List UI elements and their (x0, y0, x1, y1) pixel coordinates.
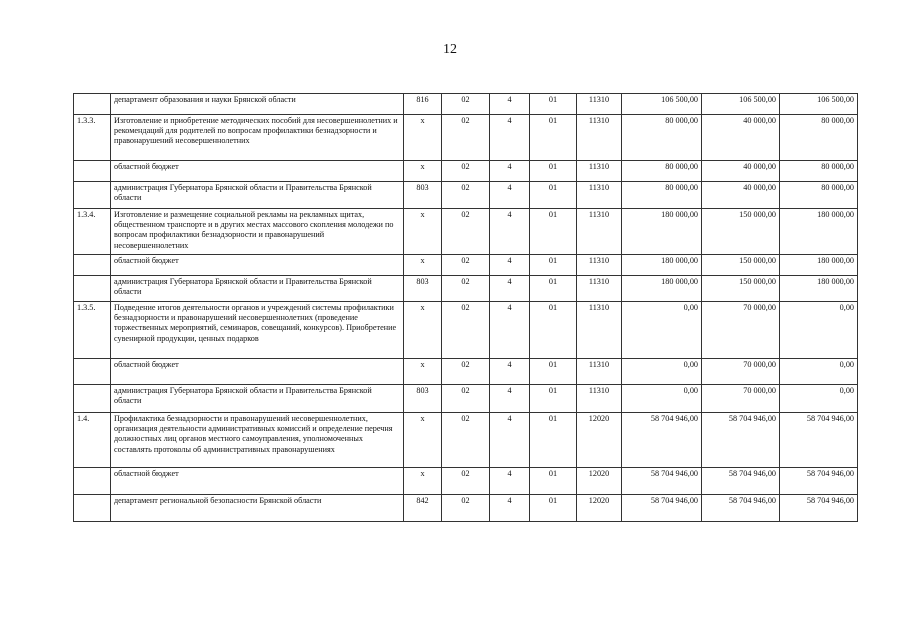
admin-code: х (404, 359, 442, 385)
amount-year-1: 180 000,00 (622, 255, 702, 276)
admin-code: х (404, 115, 442, 161)
amount-year-3: 58 704 946,00 (780, 413, 858, 468)
table-row (74, 413, 858, 468)
row-description: администрация Губернатора Брянской области и Правительства Брянской области (111, 385, 404, 413)
subprogram-code: 01 (530, 182, 577, 209)
program-code: 4 (490, 161, 530, 182)
direction-code: 11310 (577, 115, 622, 161)
program-code: 4 (490, 115, 530, 161)
section-code: 02 (442, 495, 490, 522)
direction-code: 11310 (577, 94, 622, 115)
amount-year-2: 58 704 946,00 (702, 413, 780, 468)
row-number: 1.3.4. (74, 209, 111, 255)
amount-year-3: 180 000,00 (780, 276, 858, 302)
subprogram-code: 01 (530, 495, 577, 522)
admin-code: х (404, 302, 442, 359)
row-description: Подведение итогов деятельности органов и учреждений системы профилактики безнадзорности и правонарушений несовершеннолетних (проведение торжественных мероприятий, семинаров, совещаний, конкурсов). Приобретение сувенирной продукции, ценных подарков (111, 302, 404, 359)
table-row (74, 94, 858, 115)
amount-year-1: 180 000,00 (622, 276, 702, 302)
program-code: 4 (490, 468, 530, 495)
admin-code: 803 (404, 182, 442, 209)
amount-year-3: 80 000,00 (780, 161, 858, 182)
subprogram-code: 01 (530, 359, 577, 385)
row-description: администрация Губернатора Брянской области и Правительства Брянской области (111, 182, 404, 209)
amount-year-1: 80 000,00 (622, 161, 702, 182)
table-row (74, 495, 858, 522)
admin-code: 803 (404, 276, 442, 302)
table-row (74, 302, 858, 359)
amount-year-1: 106 500,00 (622, 94, 702, 115)
budget-table (73, 93, 858, 522)
subprogram-code: 01 (530, 255, 577, 276)
amount-year-2: 70 000,00 (702, 385, 780, 413)
amount-year-2: 70 000,00 (702, 359, 780, 385)
direction-code: 11310 (577, 302, 622, 359)
row-number (74, 495, 111, 522)
direction-code: 12020 (577, 413, 622, 468)
admin-code: х (404, 255, 442, 276)
amount-year-1: 80 000,00 (622, 115, 702, 161)
admin-code: х (404, 413, 442, 468)
amount-year-3: 80 000,00 (780, 115, 858, 161)
table-row (74, 276, 858, 302)
direction-code: 11310 (577, 276, 622, 302)
row-description: Профилактика безнадзорности и правонарушений несовершеннолетних, организация деятельности административных комиссий и определение перечня должностных лиц органов местного самоуправления, уполномоченных составлять протоколы об административных правонарушениях (111, 413, 404, 468)
direction-code: 11310 (577, 209, 622, 255)
section-code: 02 (442, 94, 490, 115)
direction-code: 11310 (577, 255, 622, 276)
program-code: 4 (490, 385, 530, 413)
subprogram-code: 01 (530, 94, 577, 115)
table-row (74, 468, 858, 495)
row-description: областной бюджет (111, 359, 404, 385)
row-number (74, 182, 111, 209)
row-description: департамент региональной безопасности Брянской области (111, 495, 404, 522)
program-code: 4 (490, 359, 530, 385)
row-number (74, 468, 111, 495)
amount-year-1: 0,00 (622, 302, 702, 359)
row-description: департамент образования и науки Брянской области (111, 94, 404, 115)
section-code: 02 (442, 302, 490, 359)
admin-code: 803 (404, 385, 442, 413)
section-code: 02 (442, 255, 490, 276)
amount-year-2: 150 000,00 (702, 276, 780, 302)
amount-year-2: 40 000,00 (702, 182, 780, 209)
amount-year-2: 106 500,00 (702, 94, 780, 115)
subprogram-code: 01 (530, 302, 577, 359)
row-description: областной бюджет (111, 255, 404, 276)
amount-year-3: 106 500,00 (780, 94, 858, 115)
row-description: администрация Губернатора Брянской области и Правительства Брянской области (111, 276, 404, 302)
subprogram-code: 01 (530, 276, 577, 302)
subprogram-code: 01 (530, 413, 577, 468)
table-row (74, 115, 858, 161)
amount-year-3: 58 704 946,00 (780, 495, 858, 522)
section-code: 02 (442, 182, 490, 209)
table-row (74, 385, 858, 413)
section-code: 02 (442, 359, 490, 385)
direction-code: 12020 (577, 468, 622, 495)
row-description: Изготовление и приобретение методических пособий для несовершеннолетних и рекомендаций для родителей по вопросам профилактики безнадзорности и правонарушений несовершеннолетних (111, 115, 404, 161)
admin-code: х (404, 161, 442, 182)
row-description: Изготовление и размещение социальной рекламы на рекламных щитах, общественном транспорте и в других местах массового скопления молодежи по вопросам профилактики безнадзорности и правонарушений несовершеннолетних (111, 209, 404, 255)
amount-year-2: 40 000,00 (702, 161, 780, 182)
row-number (74, 276, 111, 302)
section-code: 02 (442, 115, 490, 161)
amount-year-1: 0,00 (622, 359, 702, 385)
subprogram-code: 01 (530, 385, 577, 413)
section-code: 02 (442, 413, 490, 468)
program-code: 4 (490, 495, 530, 522)
amount-year-1: 180 000,00 (622, 209, 702, 255)
table-row (74, 161, 858, 182)
direction-code: 11310 (577, 359, 622, 385)
amount-year-2: 150 000,00 (702, 209, 780, 255)
admin-code: х (404, 209, 442, 255)
amount-year-2: 70 000,00 (702, 302, 780, 359)
row-number (74, 255, 111, 276)
row-number (74, 161, 111, 182)
table-row (74, 182, 858, 209)
amount-year-3: 180 000,00 (780, 255, 858, 276)
amount-year-3: 0,00 (780, 385, 858, 413)
subprogram-code: 01 (530, 468, 577, 495)
row-number: 1.3.5. (74, 302, 111, 359)
table-row (74, 359, 858, 385)
row-number (74, 94, 111, 115)
amount-year-1: 0,00 (622, 385, 702, 413)
admin-code: 842 (404, 495, 442, 522)
program-code: 4 (490, 94, 530, 115)
row-description: областной бюджет (111, 161, 404, 182)
amount-year-1: 58 704 946,00 (622, 413, 702, 468)
row-description: областной бюджет (111, 468, 404, 495)
section-code: 02 (442, 276, 490, 302)
amount-year-1: 58 704 946,00 (622, 495, 702, 522)
amount-year-3: 180 000,00 (780, 209, 858, 255)
amount-year-2: 150 000,00 (702, 255, 780, 276)
amount-year-3: 80 000,00 (780, 182, 858, 209)
amount-year-3: 0,00 (780, 359, 858, 385)
program-code: 4 (490, 413, 530, 468)
amount-year-1: 58 704 946,00 (622, 468, 702, 495)
row-number (74, 385, 111, 413)
direction-code: 12020 (577, 495, 622, 522)
subprogram-code: 01 (530, 161, 577, 182)
program-code: 4 (490, 302, 530, 359)
amount-year-3: 0,00 (780, 302, 858, 359)
table-row (74, 209, 858, 255)
section-code: 02 (442, 385, 490, 413)
page-number: 12 (443, 42, 457, 57)
program-code: 4 (490, 209, 530, 255)
subprogram-code: 01 (530, 115, 577, 161)
row-number (74, 359, 111, 385)
direction-code: 11310 (577, 161, 622, 182)
amount-year-1: 80 000,00 (622, 182, 702, 209)
row-number: 1.3.3. (74, 115, 111, 161)
program-code: 4 (490, 276, 530, 302)
admin-code: х (404, 468, 442, 495)
amount-year-3: 58 704 946,00 (780, 468, 858, 495)
section-code: 02 (442, 468, 490, 495)
section-code: 02 (442, 209, 490, 255)
program-code: 4 (490, 255, 530, 276)
amount-year-2: 40 000,00 (702, 115, 780, 161)
amount-year-2: 58 704 946,00 (702, 495, 780, 522)
subprogram-code: 01 (530, 209, 577, 255)
admin-code: 816 (404, 94, 442, 115)
row-number: 1.4. (74, 413, 111, 468)
table-row (74, 255, 858, 276)
direction-code: 11310 (577, 182, 622, 209)
program-code: 4 (490, 182, 530, 209)
section-code: 02 (442, 161, 490, 182)
direction-code: 11310 (577, 385, 622, 413)
amount-year-2: 58 704 946,00 (702, 468, 780, 495)
